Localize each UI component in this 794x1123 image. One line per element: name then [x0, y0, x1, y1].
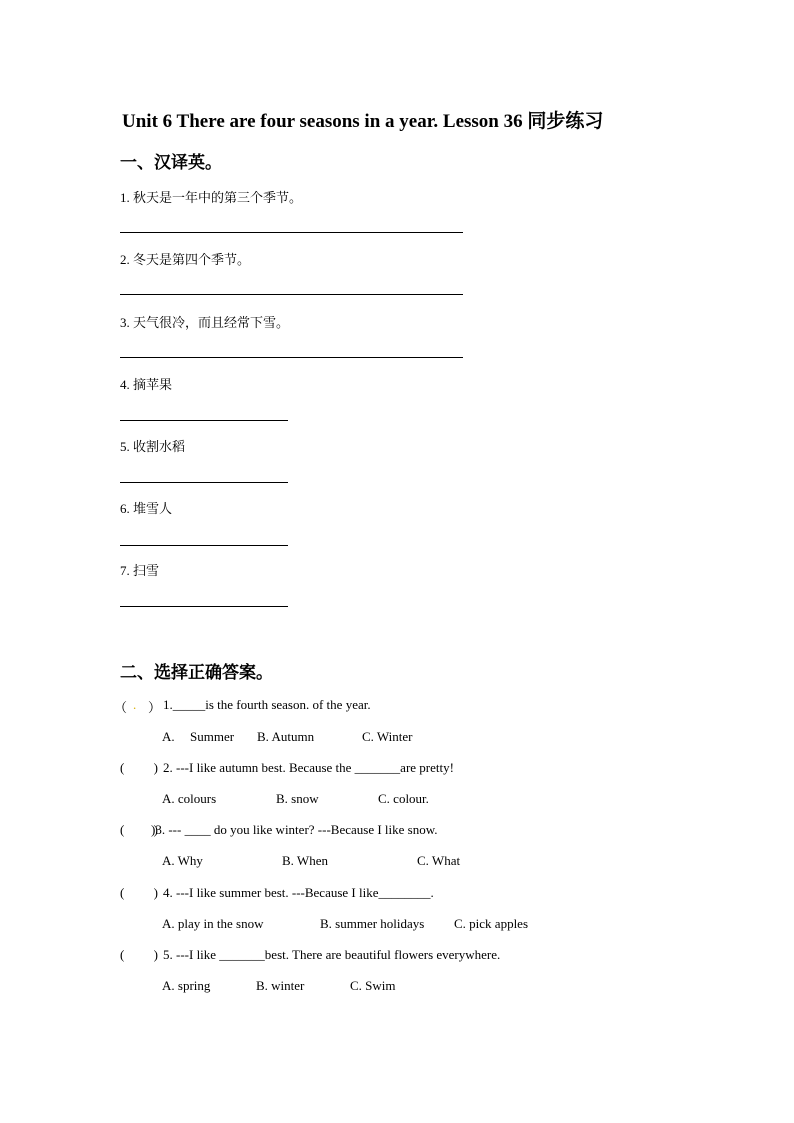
q5-option-a: A. spring: [162, 978, 211, 993]
answer-line-7[interactable]: [120, 606, 288, 607]
section2-heading: 二、选择正确答案。: [120, 663, 273, 682]
translate-item-6: 6. 堆雪人: [120, 501, 173, 516]
answer-paren-3[interactable]: ( ): [120, 822, 158, 837]
q4-option-c: C. pick apples: [454, 916, 529, 931]
question-2-stem: 2. ---I like autumn best. Because the _______are pretty!: [163, 760, 454, 775]
answer-line-1[interactable]: [120, 232, 463, 233]
translate-item-4: 4. 摘苹果: [120, 377, 173, 392]
answer-paren-1-open[interactable]: （: [114, 700, 128, 715]
q3-option-b: B. When: [282, 853, 328, 868]
q2-option-a: A. colours: [162, 791, 217, 806]
translate-item-1: 1. 秋天是一年中的第三个季节。: [120, 190, 303, 205]
q3-option-a: A. Why: [162, 853, 203, 868]
answer-paren-4[interactable]: ( ): [120, 885, 158, 900]
question-1-stem: 1._____is the fourth season. of the year.: [163, 697, 371, 712]
q4-option-a: A. play in the snow: [162, 916, 264, 931]
q1-option-a: A.: [162, 729, 175, 744]
q1-option-b: B. Autumn: [257, 729, 315, 744]
answer-line-2[interactable]: [120, 294, 463, 295]
answer-line-4[interactable]: [120, 420, 288, 421]
translate-item-7: 7. 扫雪: [120, 563, 160, 578]
answer-paren-2[interactable]: ( ): [120, 760, 158, 775]
question-4-stem: 4. ---I like summer best. ---Because I like________.: [163, 885, 434, 900]
translate-item-5: 5. 收割水稻: [120, 439, 186, 454]
answer-paren-1-mark: .: [133, 697, 137, 712]
answer-paren-1-close[interactable]: ）: [148, 700, 162, 715]
q5-option-c: C. Swim: [350, 978, 396, 993]
question-3-stem: )3. --- ____ do you like winter? ---Because I like snow.: [151, 822, 438, 837]
q2-option-b: B. snow: [276, 791, 319, 806]
answer-line-3[interactable]: [120, 357, 463, 358]
section1-heading: 一、汉译英。: [120, 153, 222, 172]
q3-option-c: C. What: [417, 853, 461, 868]
q1-option-a-text: Summer: [190, 729, 235, 744]
q4-option-b: B. summer holidays: [320, 916, 425, 931]
answer-line-6[interactable]: [120, 545, 288, 546]
translate-item-2: 2. 冬天是第四个季节。: [120, 252, 251, 267]
answer-line-5[interactable]: [120, 482, 288, 483]
answer-paren-5[interactable]: ( ): [120, 947, 158, 962]
q2-option-c: C. colour.: [378, 791, 429, 806]
question-5-stem: 5. ---I like _______best. There are beautiful flowers everywhere.: [163, 947, 501, 962]
page-title: Unit 6 There are four seasons in a year. Lesson 36 同步练习: [122, 111, 604, 132]
q1-option-c: C. Winter: [362, 729, 413, 744]
q5-option-b: B. winter: [256, 978, 305, 993]
translate-item-3: 3. 天气很冷，而且经常下雪。: [120, 315, 290, 330]
